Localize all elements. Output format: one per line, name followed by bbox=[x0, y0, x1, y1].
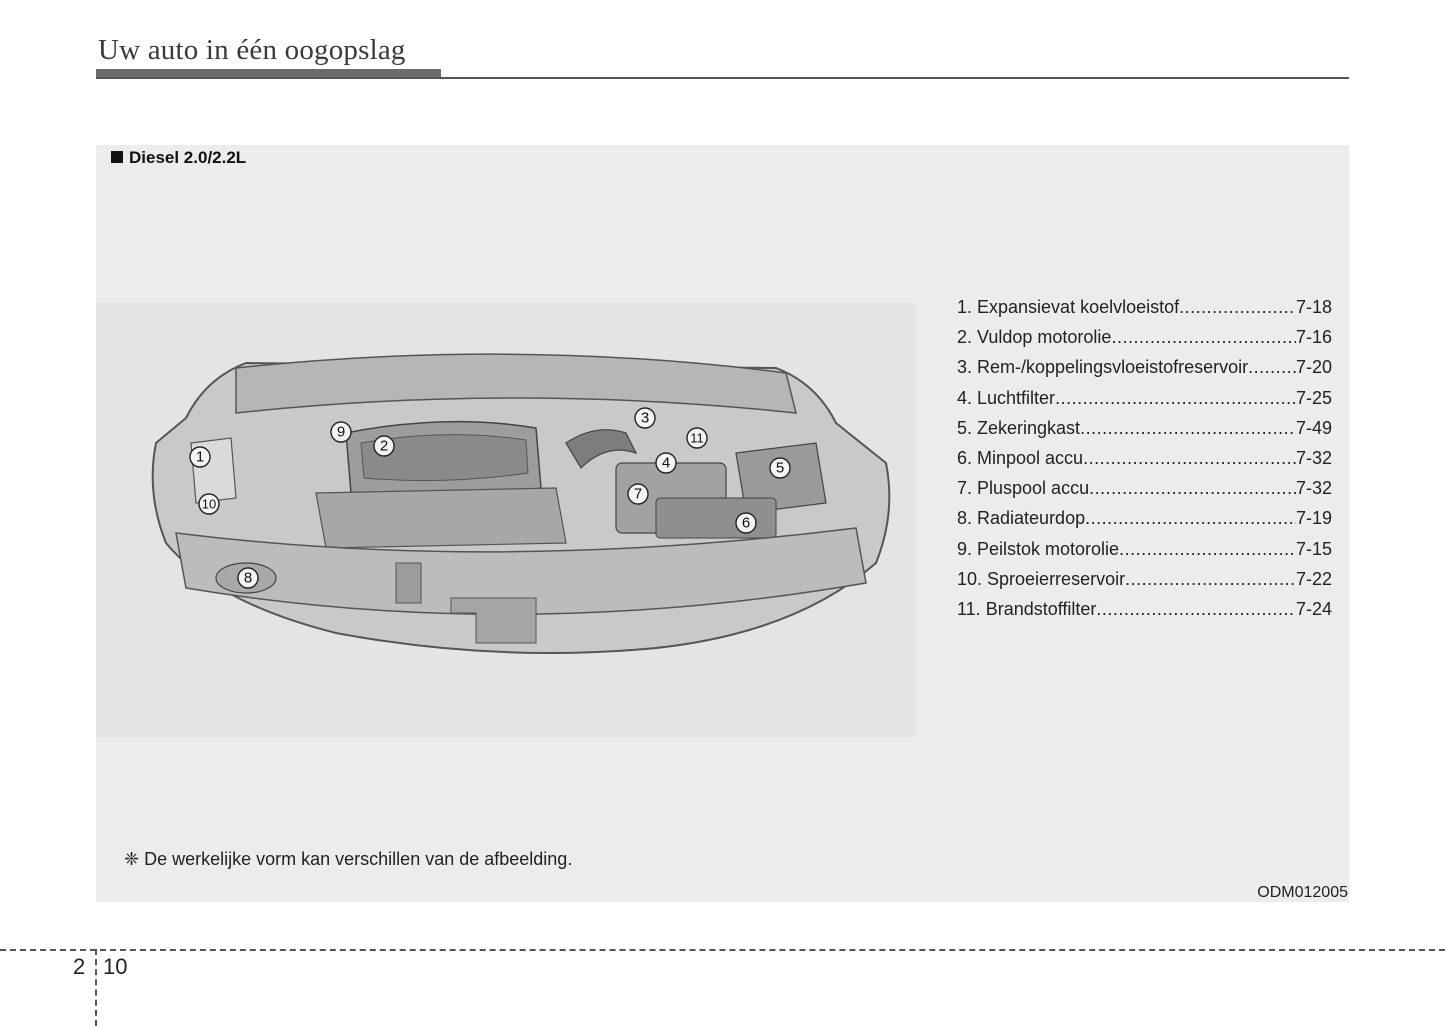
legend-label: 1. Expansievat koelvloeistof bbox=[957, 297, 1180, 317]
callout-label: 9 bbox=[336, 423, 346, 441]
legend-label: 8. Radiateurdop bbox=[957, 508, 1086, 529]
callout-11 bbox=[687, 428, 707, 448]
callout-4 bbox=[656, 453, 676, 473]
legend-item bbox=[957, 448, 1332, 478]
battery bbox=[656, 498, 776, 538]
legend-item bbox=[957, 297, 1332, 327]
legend-item bbox=[957, 388, 1332, 418]
legend-page-ref: 7-18 bbox=[1295, 297, 1332, 317]
callout-label: 5 bbox=[775, 459, 785, 477]
legend-page-ref: 7-19 bbox=[1295, 508, 1332, 529]
legend-label: 9. Peilstok motorolie bbox=[957, 538, 1120, 559]
component-legend bbox=[957, 297, 1332, 629]
legend-page-ref: 7-16 bbox=[1295, 327, 1332, 348]
legend-label: 10. Sproeierreservoir bbox=[957, 568, 1126, 589]
square-bullet-icon bbox=[111, 151, 123, 163]
legend-label: 2. Vuldop motorolie bbox=[957, 327, 1112, 348]
leader-dots bbox=[1179, 297, 1296, 318]
leader-dots bbox=[1111, 327, 1296, 348]
leader-dots bbox=[1248, 357, 1296, 378]
header-rule bbox=[96, 77, 1349, 79]
legend-page-ref: 7-32 bbox=[1295, 447, 1332, 468]
callout-label: 2 bbox=[379, 437, 389, 455]
footnote bbox=[124, 849, 572, 870]
callout-label: 1 bbox=[195, 448, 205, 466]
hood-latch bbox=[396, 563, 421, 603]
callout-label: 4 bbox=[661, 454, 671, 472]
callout-label: 8 bbox=[243, 569, 253, 587]
legend-page-ref: 7-24 bbox=[1295, 598, 1332, 619]
engine-bay-drawing bbox=[96, 303, 916, 737]
footnote-symbol: ❈ bbox=[124, 849, 140, 869]
engine-block bbox=[316, 488, 566, 548]
engine-bay-illustration bbox=[96, 303, 916, 737]
leader-dots bbox=[1080, 418, 1296, 439]
legend-item bbox=[957, 569, 1332, 599]
leader-dots bbox=[1089, 478, 1296, 499]
legend-page-ref: 7-15 bbox=[1295, 538, 1332, 559]
legend-item bbox=[957, 327, 1332, 357]
callout-10 bbox=[199, 494, 219, 514]
leader-dots bbox=[1125, 569, 1296, 590]
callout-label: 10 bbox=[201, 496, 217, 512]
page-number: 10 bbox=[103, 954, 128, 979]
section-heading-text: Diesel 2.0/2.2L bbox=[129, 148, 247, 167]
leader-dots bbox=[1083, 448, 1296, 469]
callout-6 bbox=[736, 513, 756, 533]
leader-dots bbox=[1085, 508, 1296, 529]
legend-page-ref: 7-32 bbox=[1295, 478, 1332, 499]
legend-label: 5. Zekeringkast bbox=[957, 417, 1081, 438]
legend-label: 11. Brandstoffilter bbox=[957, 598, 1097, 619]
footer-dashed-divider bbox=[95, 949, 97, 1026]
image-code: ODM012005 bbox=[1257, 884, 1348, 901]
footer-dashed-rule bbox=[0, 949, 1445, 951]
legend-label: 7. Pluspool accu bbox=[957, 478, 1090, 499]
callout-8 bbox=[238, 568, 258, 588]
callout-7 bbox=[628, 484, 648, 504]
legend-label: 4. Luchtfilter bbox=[957, 387, 1056, 408]
legend-label: 6. Minpool accu bbox=[957, 447, 1084, 468]
callout-3 bbox=[635, 408, 655, 428]
leader-dots bbox=[1119, 539, 1296, 560]
footnote-text: De werkelijke vorm kan verschillen van de afbeelding. bbox=[144, 849, 573, 869]
legend-item bbox=[957, 599, 1332, 629]
callout-5 bbox=[770, 458, 790, 478]
callout-9 bbox=[331, 422, 351, 442]
callout-1 bbox=[190, 447, 210, 467]
legend-item bbox=[957, 418, 1332, 448]
legend-page-ref: 7-25 bbox=[1295, 387, 1332, 408]
legend-page-ref: 7-49 bbox=[1295, 417, 1332, 438]
legend-page-ref: 7-20 bbox=[1295, 357, 1332, 378]
chapter-number: 2 bbox=[73, 954, 86, 979]
page-header-title: Uw auto in één oogopslag bbox=[98, 34, 406, 66]
callout-label: 6 bbox=[741, 514, 751, 532]
legend-page-ref: 7-22 bbox=[1295, 568, 1332, 589]
legend-item bbox=[957, 357, 1332, 387]
leader-dots bbox=[1096, 599, 1296, 620]
callout-2 bbox=[374, 436, 394, 456]
section-heading bbox=[111, 148, 246, 168]
legend-item bbox=[957, 478, 1332, 508]
leader-dots bbox=[1055, 388, 1296, 409]
legend-label: 3. Rem-/koppelingsvloeistofreservoir bbox=[957, 357, 1249, 378]
legend-item bbox=[957, 508, 1332, 538]
callout-label: 3 bbox=[640, 409, 650, 427]
callout-label: 7 bbox=[633, 485, 643, 503]
callout-label: 11 bbox=[690, 430, 704, 446]
legend-item bbox=[957, 539, 1332, 569]
